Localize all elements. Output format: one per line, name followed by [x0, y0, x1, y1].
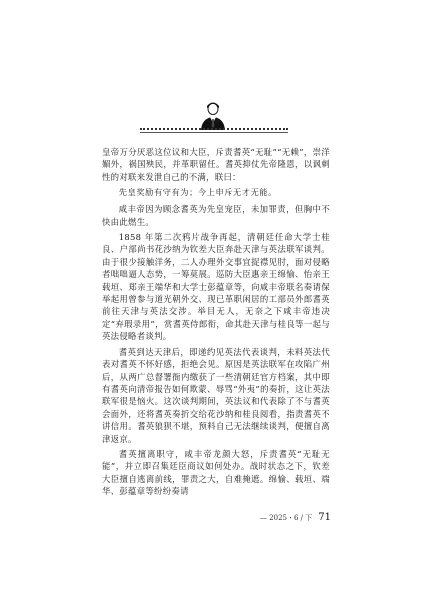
paragraph-5: 耆英擅离职守，咸丰帝龙颜大怒，斥责耆英“无耻无能”，并立即召集廷臣商议如何处办。战时状态之下，钦差大臣擅自逃离前线，罪责之大，自难掩遮。绵愉、载垣、端华、彭蕴章等纷纷奏请 [102, 448, 330, 497]
paragraph-4: 耆英到达天津后，即递约见英法代表谈判，未料英法代表对耆英不怀好感，拒绝会见。原因是英法联军在攻陷广州后，从两广总督署衙内缴获了一些清朝廷官方档案，其中即有耆英向清帝报告如何欺蒙、辱骂“外夷”的奏折，这让英法联军很是恼火。这次谈判期间，英法议和代表除了不与耆英会面外，还将耆英奏折交给花沙纳和桂良阅看，指责耆英不讲信用。耆英狼狈不堪，预料自己无法继续谈判，便擅自离津返京。 [102, 346, 330, 444]
header-dotted-rule [140, 128, 288, 130]
paragraph-1: 皇帝万分厌恶这位议和大臣，斥责耆英“无耻”“无赖”，崇洋媚外，祸国殃民，并革职留任。耆英抑仗先帝隆恩，以讽刺性的对联来发泄自己的不满，联曰： [102, 147, 330, 182]
page-footer [260, 512, 331, 523]
couplet-quote: 先皇奖励有守有为；今上申斥无才无能。 [118, 187, 277, 198]
article-body [102, 146, 330, 501]
section-label: 人 物 [205, 118, 222, 123]
paragraph-3: 1858 年第二次鸦片战争再起，清朝廷任命大学士桂良、户部尚书花沙纳为钦差大臣奔赴天津与英法联军谈判。由于很少接触洋务，二人办理外交事宜捉襟见肘，面对侵略者咄咄逼人态势，一筹莫展。巡防大臣惠亲王绵愉、怡亲王载垣、郑亲王端华和大学士彭蕴章等，向咸丰帝联名奏请保举起用曾参与道光朝外交、现已革职闲居的工部员外郎耆英前往天津与英法交涉。举目无人，无奈之下咸丰帝违决定“弃瑕录用”，赏耆英侍郎衔，命其赴天津与桂良等一起与英法侵略者谈判。 [102, 232, 330, 342]
section-header [0, 98, 427, 142]
issue-info: — 2025・6 / 下 [259, 514, 313, 522]
portrait-figure-icon [198, 98, 228, 130]
paragraph-2: 咸丰帝因为顾念耆英为先皇宠臣，未加罪责，但胸中不快由此燃生。 [102, 204, 330, 227]
header-rule [140, 132, 288, 133]
page-number: 71 [318, 512, 331, 523]
